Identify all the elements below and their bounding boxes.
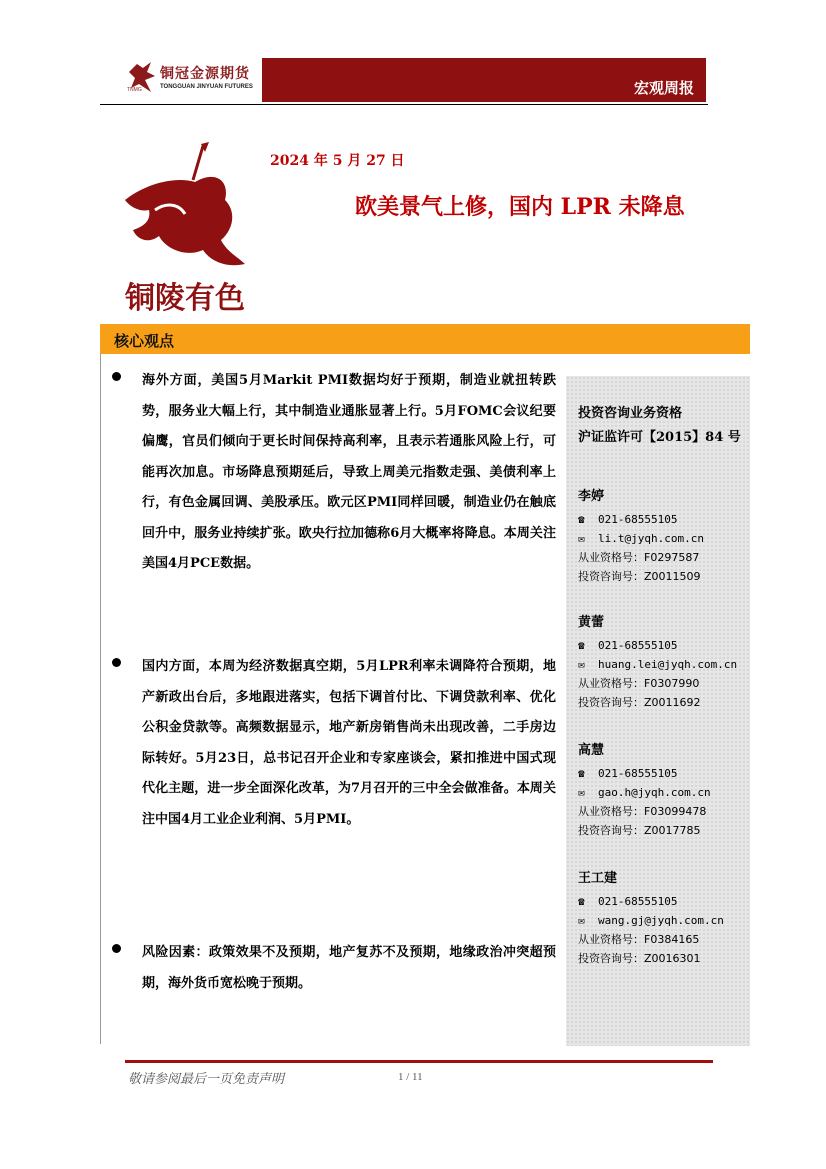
brand-english-name: TONGGUAN JINYUAN FUTURES xyxy=(160,84,253,90)
header-divider xyxy=(100,104,708,105)
analyst-name: 高慧 xyxy=(578,743,605,758)
analyst-phone: 021-68555105 xyxy=(598,895,678,908)
envelope-icon: ✉ xyxy=(578,658,585,671)
analyst-name: 李婷 xyxy=(578,489,605,504)
envelope-icon: ✉ xyxy=(578,532,585,545)
section-title: 核心观点 xyxy=(114,332,175,350)
analyst-email[interactable]: wang.gj@jyqh.com.cn xyxy=(598,914,724,927)
footer-divider xyxy=(125,1060,713,1063)
section-header xyxy=(100,324,750,354)
content-left-border xyxy=(100,354,101,1044)
analyst-email[interactable]: li.t@jyqh.com.cn xyxy=(598,532,704,545)
qualification-title: 投资咨询业务资格 xyxy=(578,406,683,421)
analyst-cert: 从业资格号：F0384165 xyxy=(578,933,700,946)
emblem-calligraphy: 铜陵有色 xyxy=(125,281,245,316)
phone-icon: ☎ xyxy=(578,513,585,526)
analyst-email[interactable]: huang.lei@jyqh.com.cn xyxy=(598,658,738,671)
analyst-card xyxy=(578,610,748,712)
page-number: 1 / 11 xyxy=(398,1071,423,1083)
analyst-phone: 021-68555105 xyxy=(598,639,678,652)
bullet-text: 国内方面，本周为经济数据真空期，5月LPR利率未调降符合预期，地产新政出台后，多地跟进落实，包括下调首付比、下调贷款利率、优化公积金贷款等。高频数据显示，地产新房销售尚未出现改善，二手房边际转好。5月23日，总书记召开企业和专家座谈会，紧扣推进中国式现代化主题，进一步全面深化改革，为7月召开的三中全会做准备。本周关注中国4月工业企业利润、5月PMI。 xyxy=(142,659,556,827)
header-bar xyxy=(262,58,706,102)
bullet-overseas xyxy=(112,366,556,580)
analyst-advisor-id: 投资咨询号：Z0011509 xyxy=(578,570,701,583)
phone-icon: ☎ xyxy=(578,767,585,780)
bullet-dot-icon xyxy=(112,372,121,381)
analyst-name: 王工建 xyxy=(578,871,618,886)
report-title: 欧美景气上修，国内 LPR 未降息 xyxy=(355,194,685,220)
analyst-advisor-id: 投资咨询号：Z0016301 xyxy=(578,952,701,965)
bullet-text: 风险因素：政策效果不及预期，地产复苏不及预期，地缘政治冲突超预期，海外货币宽松晚于预期。 xyxy=(142,945,556,991)
analyst-card xyxy=(578,738,748,840)
bullet-text: 海外方面，美国5月Markit PMI数据均好于预期，制造业就扭转跌势，服务业大幅上行，其中制造业通胀显著上行。5月FOMC会议纪要偏鹰，官员们倾向于更长时间保持高利率，且表示若通胀风险上行，可能再次加息。市场降息预期延后，导致上周美元指数走强、美债利率上行，有色金属回调、美股承压。欧元区PMI同样回暖，制造业仍在触底回升中，服务业持续扩张。欧央行拉加德称6月大概率将降息。本周关注美国4月PCE数据。 xyxy=(142,373,556,571)
analyst-sidebar xyxy=(566,376,750,1046)
analyst-cert: 从业资格号：F03099478 xyxy=(578,805,707,818)
qualification-license: 沪证监许可【2015】84 号 xyxy=(578,430,741,445)
brand-abbreviation: TNMG xyxy=(127,87,142,93)
report-type-label: 宏观周报 xyxy=(633,79,694,97)
analyst-phone: 021-68555105 xyxy=(598,767,678,780)
envelope-icon: ✉ xyxy=(578,786,585,799)
analyst-name: 黄蕾 xyxy=(578,615,605,630)
phone-icon: ☎ xyxy=(578,895,585,908)
analyst-card xyxy=(578,866,748,968)
phone-icon: ☎ xyxy=(578,639,585,652)
disclaimer-note[interactable]: 敬请参阅最后一页免责声明 xyxy=(128,1072,285,1087)
analyst-email[interactable]: gao.h@jyqh.com.cn xyxy=(598,786,711,799)
analyst-card xyxy=(578,484,748,586)
report-date: 2024 年 5 月 27 日 xyxy=(270,153,405,169)
analyst-advisor-id: 投资咨询号：Z0017785 xyxy=(578,824,701,837)
analyst-cert: 从业资格号：F0297587 xyxy=(578,551,700,564)
brand-name: 铜冠金源期货 xyxy=(160,66,250,82)
bullet-domestic xyxy=(112,652,556,835)
analyst-advisor-id: 投资咨询号：Z0011692 xyxy=(578,696,701,709)
analyst-phone: 021-68555105 xyxy=(598,513,678,526)
bullet-dot-icon xyxy=(112,658,121,667)
company-emblem xyxy=(115,140,255,320)
bullet-risk xyxy=(112,938,556,999)
envelope-icon: ✉ xyxy=(578,914,585,927)
analyst-cert: 从业资格号：F0307990 xyxy=(578,677,700,690)
bullet-dot-icon xyxy=(112,944,121,953)
